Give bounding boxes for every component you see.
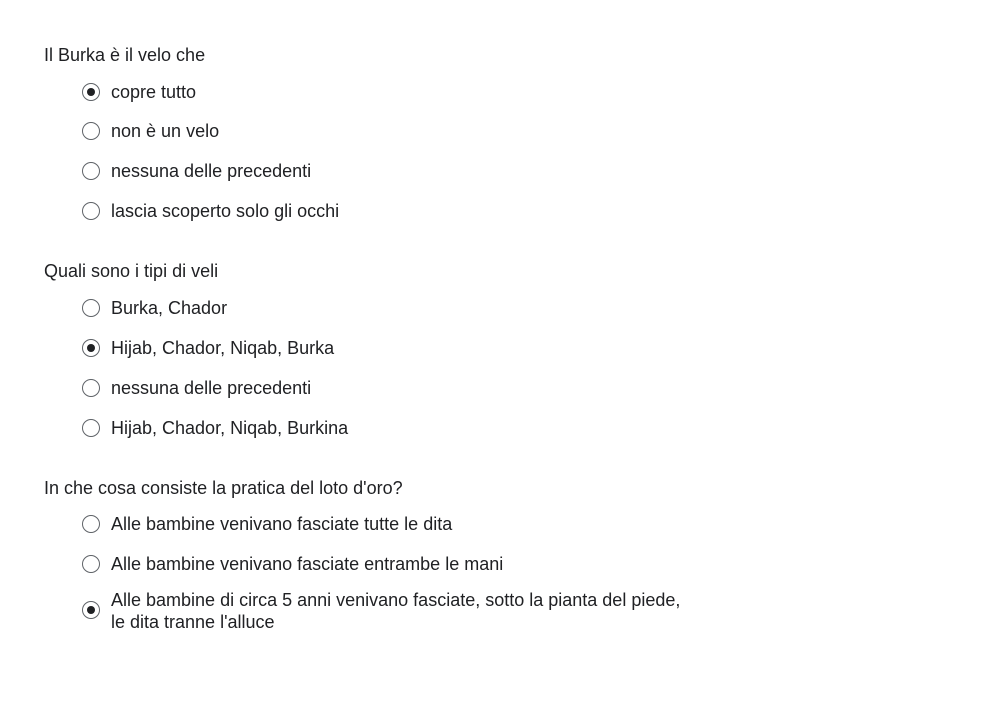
option-label: copre tutto [111,82,197,102]
question-1 [44,44,944,66]
option-q2-2[interactable] [82,337,334,359]
option-label: Alle bambine di circa 5 anni venivano fasciate, sotto la pianta del piede, le dita tranne l'alluce [111,590,681,632]
option-q1-3[interactable] [82,160,311,182]
radio-button[interactable] [82,202,100,220]
radio-button[interactable] [82,162,100,180]
question-title: In che cosa consiste la pratica del loto d'oro? [44,478,403,498]
radio-button[interactable] [82,419,100,437]
radio-button[interactable] [82,299,100,317]
radio-button[interactable] [82,555,100,573]
option-label: Burka, Chador [111,298,228,318]
option-q3-3[interactable] [82,589,680,633]
option-label: lascia scoperto solo gli occhi [111,201,340,221]
radio-button[interactable] [82,339,100,357]
option-q2-3[interactable] [82,377,311,399]
radio-button[interactable] [82,379,100,397]
option-label: Hijab, Chador, Niqab, Burka [111,338,335,358]
option-label: Alle bambine venivano fasciate tutte le dita [111,514,453,534]
radio-button[interactable] [82,83,100,101]
option-q1-1[interactable] [82,81,196,103]
option-q2-4[interactable] [82,417,348,439]
radio-button[interactable] [82,601,100,619]
question-2 [44,260,944,282]
radio-button[interactable] [82,515,100,533]
option-q3-2[interactable] [82,553,503,575]
question-title: Il Burka è il velo che [44,45,206,65]
option-label: Alle bambine venivano fasciate entrambe le mani [111,554,504,574]
option-label: Hijab, Chador, Niqab, Burkina [111,418,349,438]
option-label: nessuna delle precedenti [111,161,312,181]
radio-button[interactable] [82,122,100,140]
question-title: Quali sono i tipi di veli [44,261,219,281]
option-label: non è un velo [111,121,220,141]
option-q1-2[interactable] [82,120,219,142]
option-q1-4[interactable] [82,200,339,222]
option-label: nessuna delle precedenti [111,378,312,398]
option-q2-1[interactable] [82,297,227,319]
option-q3-1[interactable] [82,513,452,535]
question-3 [44,477,944,499]
